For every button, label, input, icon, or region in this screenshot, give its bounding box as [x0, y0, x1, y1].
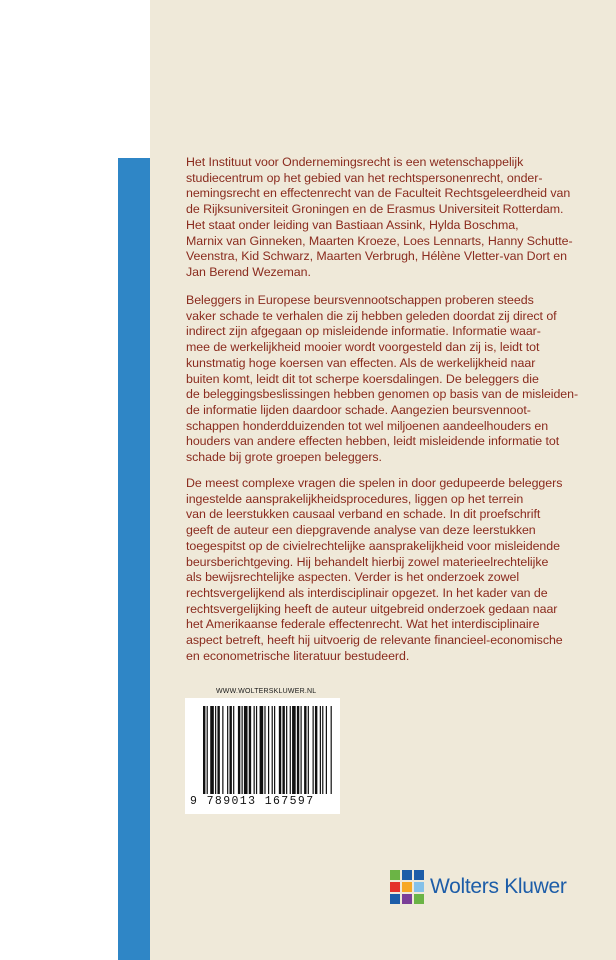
website-url: WWW.WOLTERSKLUWER.NL [216, 688, 317, 695]
summary-paragraph-2: De meest complexe vragen die spelen in door gedupeerde beleggers ingestelde aansprakelijkheidsprocedures, liggen op het terrein van de leerstukken causaal verband en schade. In dit proefschrift geeft de auteur een diepgravende analyse van deze leerstukken toegespitst op de civielrechtelijke aansprakelijkheid voor misleidende beursberichtgeving. Hij behandelt hierbij zowel materieelrechtelijke als bewijsrechtelijke aspecten. Verder is het onderzoek zowel rechtsvergelijkend als interdisciplinair opgezet. In het kader van de rechtsvergelijking heeft de auteur uitgebreid onderzoek gedaan naar het Amerikaanse federale effectenrecht. Wat het interdisciplinaire aspect betreft, heeft hij uitvoerig de relevante financieel-economische en econometrische literatuur bestudeerd. [186, 476, 563, 663]
summary-paragraph-1: Beleggers in Europese beursvennootschappen proberen steeds vaker schade te verhalen die zij hebben geleden doordat zij direct of indirect zijn afgegaan op misleidende informatie. Informatie waar- mee de werkelijkheid mooier wordt voorgesteld dan zij is, leidt tot kunstmatig hoge koersen van effecten. Als de werkelijkheid naar buiten komt, leidt dit tot scherpe koersdalingen. De beleggers die de beleggingsbeslissingen hebben genomen op basis van de misleiden- de informatie lijden daardoor schade. Aangezien beursvennoot- schappen honderdduizenden tot wel miljoenen aandeelhouders en houders van andere effecten hebben, leidt misleidende informatie tot schade bij grote groepen beleggers. [186, 293, 579, 465]
isbn-barcode [185, 698, 340, 814]
wolters-kluwer-logo-icon [390, 870, 424, 904]
institute-paragraph: Het Instituut voor Ondernemingsrecht is een wetenschappelijk studiecentrum op het gebied van het rechtspersonenrecht, onder- nemingsrecht en effectenrecht van de Faculteit Rechtsgeleerdheid van de Rijksuniversiteit Groningen en de Erasmus Universiteit Rotterdam. Het staat onder leiding van Bastiaan Assink, Hylda Boschma, Marnix van Ginneken, Maarten Kroeze, Loes Lennarts, Hanny Schutte- Veenstra, Kid Schwarz, Maarten Verbrugh, Hélène Vletter-van Dort en Jan Berend Wezeman. [186, 155, 573, 279]
blue-spine-bar [118, 158, 150, 960]
logo-text: Wolters Kluwer [430, 875, 567, 898]
publisher-logo [390, 870, 567, 904]
isbn-digits: 9 789013 167597 [190, 795, 315, 808]
barcode-bars-icon [203, 706, 333, 794]
